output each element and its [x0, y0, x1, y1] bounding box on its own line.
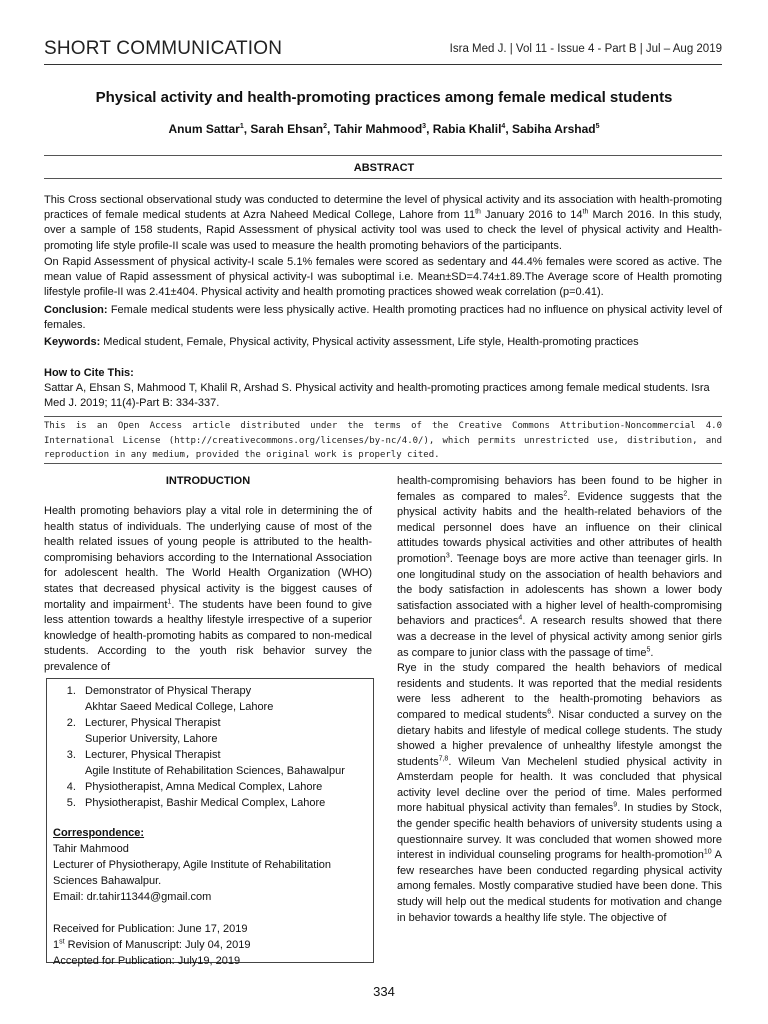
author-affiliation-mark: 3 [422, 123, 427, 130]
body-text: . In studies by Stock, the gender specific health behaviors of university students using a questionnaire survey. It was concluded that women showed more interest in individual counseling programs for health-promotion [397, 802, 722, 862]
author-name: Anum Sattar [168, 122, 240, 136]
abstract-paragraph-1 [44, 193, 722, 254]
citation-mark: 4 [518, 614, 523, 622]
correspondence-heading: Correspondence: [53, 827, 145, 839]
affiliation-item [79, 715, 367, 747]
body-text: A few researches have been conducted regarding physical activity among females. Mostly comparative studied have been done. This study will help out the medical students for motivation and change in behavior towards a healthy life style. The objective of [397, 849, 722, 924]
affiliation-list [53, 683, 367, 811]
author-name: Rabia Khalil [432, 122, 502, 136]
abstract-text: March 2016. In this study, over a sample of 158 students, Rapid Assessment of physical activity tool was used to check the level of physical activity and Health-promoting life style profile-II scale was used to measure the health promoting behaviors of the participants. [44, 209, 722, 252]
introduction-heading: INTRODUCTION [165, 475, 251, 487]
abstract-text: This Cross sectional observational study was conducted to determine the level of physical activity and its association with health-promoting practices of female medical students at Azra Naheed Medical College, Lahore from 11 [44, 194, 722, 222]
open-access-notice: This is an Open Access article distributed under the terms of the Creative Commons Attribution-Noncommercial 4.0 International License (http://creativecommons.org/licenses/by-nc/4.0/), which permits unrestricted use, distribution, and reproduction in any medium, provided the original work is properly cited. [44, 421, 722, 460]
citation-mark: 5 [646, 645, 651, 653]
cite-text: Sattar A, Ehsan S, Mahmood T, Khalil R, Arshad S. Physical activity and health-promoting practices among female medical students. Isra Med J. 2019; 11(4)-Part B: 334-337. [44, 382, 710, 410]
author-list: Anum Sattar$^1$, Sarah Ehsan$^2$, Tahir Mahmood$^3$, Rabia Khalil$^4$, Sabiha Arshad$^5$ [168, 122, 600, 136]
revision-date [53, 937, 367, 953]
superscript: th [582, 208, 589, 216]
abstract-top-rule [44, 155, 722, 156]
affiliation-title: Physiotherapist, Amna Medical Complex, Lahore [85, 781, 323, 793]
cite-heading: How to Cite This: [44, 367, 134, 379]
citation-mark: 3 [445, 552, 450, 560]
author-name: Tahir Mahmood [333, 122, 423, 136]
author-affiliation-mark: 4 [501, 123, 506, 130]
abstract-conclusion [44, 303, 722, 333]
body-text: . Teenage boys are more active than teenager girls. In one longitudinal study on the association of health behaviors and the body satisfaction in adolescents has shown a lower body satisfaction associated with a higher level of health-compromising behaviors and practices [397, 552, 722, 628]
author-affiliation-mark: 5 [595, 123, 600, 130]
open-access-bottom-rule [44, 463, 722, 464]
superscript: st [59, 938, 65, 946]
body-text: . Evidence suggests that the physical activity habits and the health-related behaviors of the medical personnel does have an influence on their clinical attitudes towards physical activities and other attributes of health promotion [397, 490, 722, 565]
body-text: . The students have been found to give less attention towards a healthy lifestyle irrespective of a superior knowledge of health-promoting habits as compared to non-medical students. According to the youth risk behavior survey the prevalence of [44, 598, 372, 673]
body-text: . A research results showed that there was a decrease in the level of physical activity among senior girls as compare to junior class with the passage of time [397, 615, 723, 659]
body-paragraph [397, 474, 722, 661]
accepted-date: Accepted for Publication: July19, 2019 [53, 955, 241, 967]
abstract-heading: ABSTRACT [353, 162, 415, 174]
affiliation-institution: Akhtar Saeed Medical College, Lahore [85, 701, 274, 713]
section-label: SHORT COMMUNICATION [44, 38, 283, 59]
body-text: health-compromising behaviors has been found to be higher in females as compared to males [397, 475, 722, 503]
affiliation-item [79, 779, 367, 795]
abstract-text: January 2016 to 14 [480, 209, 583, 222]
abstract-keywords [44, 335, 722, 350]
keywords-label: Keywords: [44, 336, 101, 348]
body-paragraph [397, 661, 722, 926]
author-affiliation-mark: 2 [323, 123, 328, 130]
body-text: . Nisar conducted a survey on the dietary habits and lifestyle of medical college students. The study showed a higher prevalence of unhealthy lifestyle amongst the students [397, 708, 722, 768]
article-title: Physical activity and health-promoting practices among female medical students [95, 89, 673, 106]
revision-number: 1 [53, 939, 60, 951]
conclusion-label: Conclusion: [44, 304, 108, 316]
affiliation-title: Lecturer, Physical Therapist [85, 749, 221, 761]
affiliation-title: Lecturer, Physical Therapist [85, 717, 221, 729]
page-number: 334 [373, 984, 395, 999]
author-name: Sabiha Arshad [512, 122, 596, 136]
citation-mark: 10 [703, 848, 712, 856]
conclusion-text: Female medical students were less physically active. Health promoting practices had no influence on physical activity level of females. [44, 304, 722, 332]
journal-info: Isra Med J. | Vol 11 - Issue 4 - Part B | Jul – Aug 2019 [449, 43, 722, 55]
affiliation-item [79, 795, 367, 811]
citation-mark: 2 [563, 489, 568, 497]
introduction-right-column [397, 474, 722, 926]
keywords-text: Medical student, Female, Physical activity, Physical activity assessment, Life style, Health-promoting practices [100, 336, 639, 348]
author-affiliation-mark: 1 [239, 123, 244, 130]
correspondence-affiliation: Lecturer of Physiotherapy, Agile Institute of Rehabilitation Sciences Bahawalpur. [53, 859, 332, 887]
body-text: Health promoting behaviors play a vital role in determining the of health status of individuals. The underlying cause of most of the health related issues of young people is attributed to the health-compromising behaviors according to the International Association for adolescent health. The World Health Organization (WHO) states that decreased physical activity is the biggest causes of mortality and impairment [44, 505, 372, 611]
affiliation-item [79, 683, 367, 715]
author-name: Sarah Ehsan [250, 122, 324, 136]
body-text: . [650, 646, 654, 659]
citation-mark: 9 [613, 801, 618, 809]
body-text: . Wileum Van Mechelenl studied physical activity in Amsterdam people for health. It was concluded that physical activity level decline over the period of time. Males performed more habitual physical activity than females [397, 755, 722, 815]
affiliation-box [46, 678, 374, 967]
abstract-paragraph-2: On Rapid Assessment of physical activity-I scale 5.1% females were scored as sedentary and 44.4% females were scored as active. The mean value of Rapid assessment of physical activity-I was suboptimal i.e. Mean±SD=4.74±1.89.The Average score of Health promoting lifestyle profile-II was 2.41±404. Physical activity and health promoting practices showed weak correlation (p=0.41). [44, 256, 722, 299]
citation-mark: 6 [547, 708, 552, 716]
correspondence-email: Email: dr.tahir11344@gmail.com [53, 891, 212, 903]
revision-text: Revision of Manuscript: July 04, 2019 [64, 939, 251, 951]
header-rule [44, 64, 722, 65]
body-text: Rye in the study compared the health behaviors of medical residents and students. It was reported that the medial residents were less adherent to the health-promoting behaviors as compared to medical students [397, 662, 722, 721]
abstract-heading-rule [44, 178, 722, 179]
received-date: Received for Publication: June 17, 2019 [53, 923, 248, 935]
affiliation-title: Demonstrator of Physical Therapy [85, 685, 252, 697]
correspondence-name: Tahir Mahmood [53, 843, 129, 855]
citation-mark: 1 [167, 597, 172, 605]
affiliation-item [79, 747, 367, 779]
affiliation-institution: Agile Institute of Rehabilitation Sciences, Bahawalpur [85, 765, 345, 777]
introduction-left-column [44, 504, 372, 676]
open-access-top-rule [44, 416, 722, 417]
citation-mark: 7,8 [438, 755, 449, 763]
superscript: th [475, 208, 481, 216]
affiliation-title: Physiotherapist, Bashir Medical Complex, Lahore [85, 797, 326, 809]
affiliation-institution: Superior University, Lahore [85, 733, 218, 745]
